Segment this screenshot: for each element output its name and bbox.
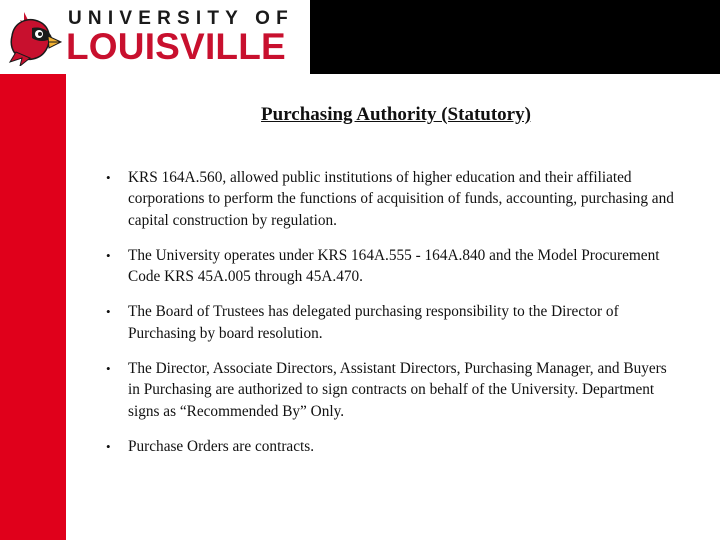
- left-accent-bar: [0, 74, 66, 540]
- logo-university-of-text: UNIVERSITY OF: [68, 8, 294, 29]
- bullet-item: [104, 167, 680, 231]
- university-logo: [0, 0, 310, 74]
- cardinal-head-icon: [6, 8, 62, 66]
- bullet-item: [104, 436, 680, 457]
- bullet-text: Purchase Orders are contracts.: [128, 437, 315, 455]
- bullet-text: The Director, Associate Directors, Assistant Directors, Purchasing Manager, and Buyers in Purchasing are authorized to sign contracts on behalf of the University. Department signs as “Recommended By” Only.: [128, 360, 667, 420]
- bullet-item: [104, 358, 680, 422]
- bullet-text: The University operates under KRS 164A.555 - 164A.840 and the Model Procurement Code KRS 45A.005 through 45A.470.: [128, 246, 660, 286]
- logo-louisville-text: LOUISVILLE: [66, 26, 286, 67]
- bullet-list: [104, 167, 680, 471]
- bullet-icon: •: [106, 247, 111, 263]
- slide-title: Purchasing Authority (Statutory): [261, 104, 531, 125]
- bullet-icon: •: [106, 361, 111, 377]
- bullet-item: [104, 245, 680, 288]
- bullet-text: KRS 164A.560, allowed public institutions of higher education and their affiliated corporations to perform the functions of acquisition of funds, accounting, purchasing and capital construction by regulation.: [128, 169, 674, 229]
- bullet-icon: •: [106, 170, 111, 185]
- bullet-icon: •: [106, 304, 111, 320]
- bullet-text: The Board of Trustees has delegated purchasing responsibility to the Director of Purchasing by board resolution.: [128, 303, 619, 342]
- bullet-icon: •: [106, 438, 111, 454]
- bullet-item: [104, 301, 680, 344]
